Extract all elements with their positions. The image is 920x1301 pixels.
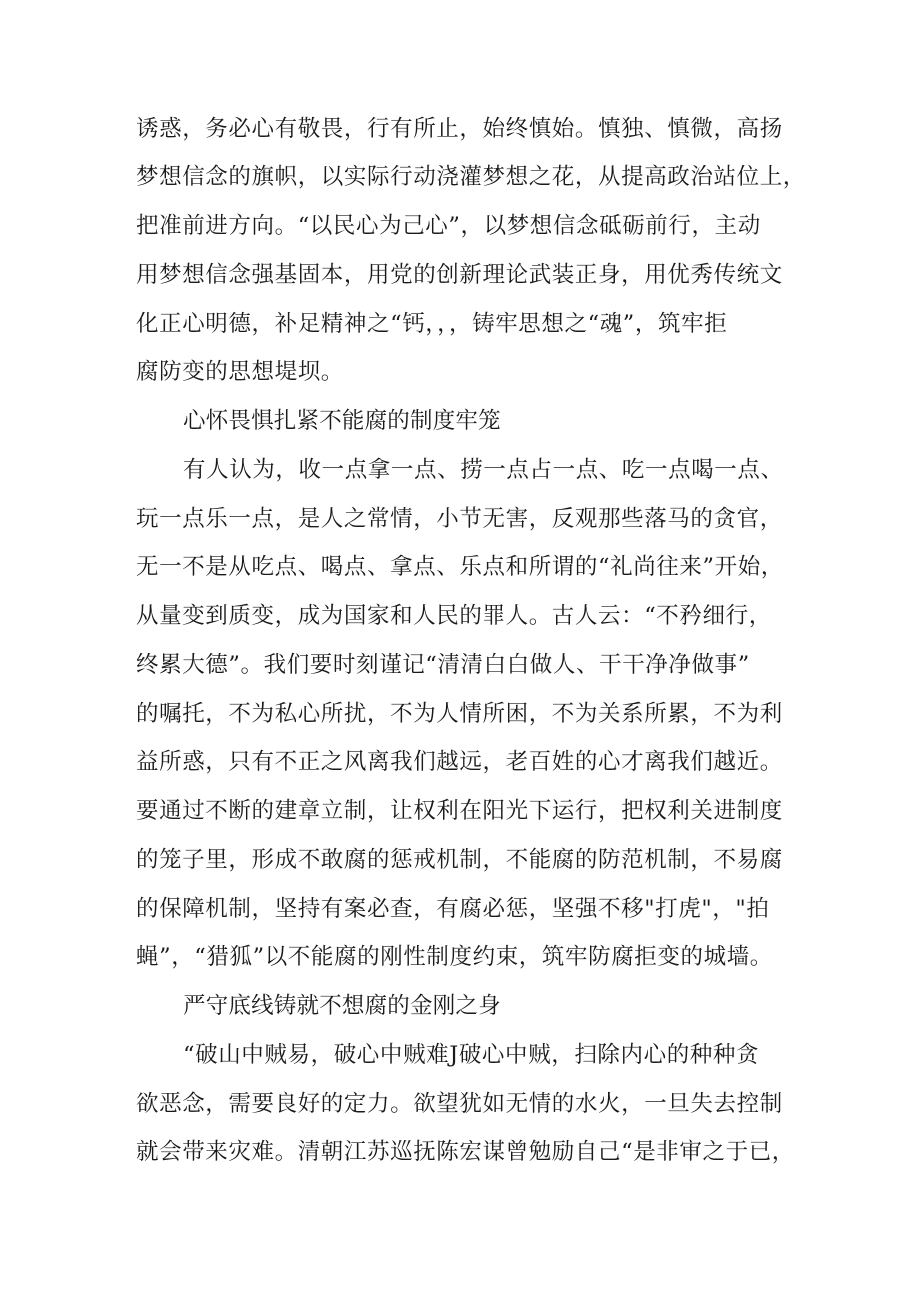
text-line: 欲恶念，需要良好的定力。欲望犹如无情的水火，一旦失去控制 [136, 1091, 783, 1117]
text-line: 的嘱托，不为私心所扰，不为人情所困，不为关系所累，不为利 [136, 701, 783, 727]
text-line: 无一不是从吃点、喝点、拿点、乐点和所谓的“礼尚往来”开始， [136, 554, 784, 580]
text-line: 要通过不断的建章立制，让权利在阳光下运行，把权利关进制度 [136, 798, 783, 824]
text-line: 蝇”，“猎狐”以不能腐的刚性制度约束，筑牢防腐拒变的城墙。 [136, 944, 773, 970]
text-line: 化正心明德，补足精神之“钙，，，铸牢思想之“魂”，筑牢拒 [136, 311, 728, 337]
section-heading: 心怀畏惧扎紧不能腐的制度牢笼 [183, 408, 501, 434]
text-line: 腐防变的思想堤坝。 [136, 359, 344, 385]
text-line: 就会带来灾难。清朝江苏巡抚陈宏谋曾勉励自己“是非审之于已， [136, 1139, 795, 1165]
text-line: 的笼子里，形成不敢腐的惩戒机制，不能腐的防范机制，不易腐 [136, 847, 783, 873]
text-line: 玩一点乐一点，是人之常情，小节无害，反观那些落马的贪官， [136, 506, 783, 532]
text-line: “破山中贼易，破心中贼难J破心中贼，扫除内心的种种贪 [183, 1042, 760, 1068]
text-line: 的保障机制，坚持有案必查，有腐必惩，坚强不移"打虎"，"拍 [136, 896, 770, 922]
text-line: 从量变到质变，成为国家和人民的罪人。古人云：“不矜细行， [136, 603, 772, 629]
text-line: 用梦想信念强基固本，用党的创新理论武装正身，用优秀传统文 [136, 262, 783, 288]
text-line: 有人认为，收一点拿一点、捞一点占一点、吃一点喝一点、 [183, 457, 784, 483]
text-line: 终累大德”。我们要时刻谨记“清清白白做人、干干净净做事” [136, 652, 750, 678]
text-line: 梦想信念的旗帜，以实际行动浇灌梦想之花，从提高政治站位上， [136, 164, 806, 190]
text-line: 把准前进方向。“以民心为己心”，以梦想信念砥砺前行，主动 [136, 213, 761, 239]
text-line: 益所惑，只有不正之风离我们越远，老百姓的心才离我们越近。 [136, 749, 783, 775]
text-line: 诱惑，务必心有敬畏，行有所止，始终慎始。慎独、慎微，高扬 [136, 116, 783, 142]
section-heading: 严守底线铸就不想腐的金刚之身 [183, 993, 501, 1019]
